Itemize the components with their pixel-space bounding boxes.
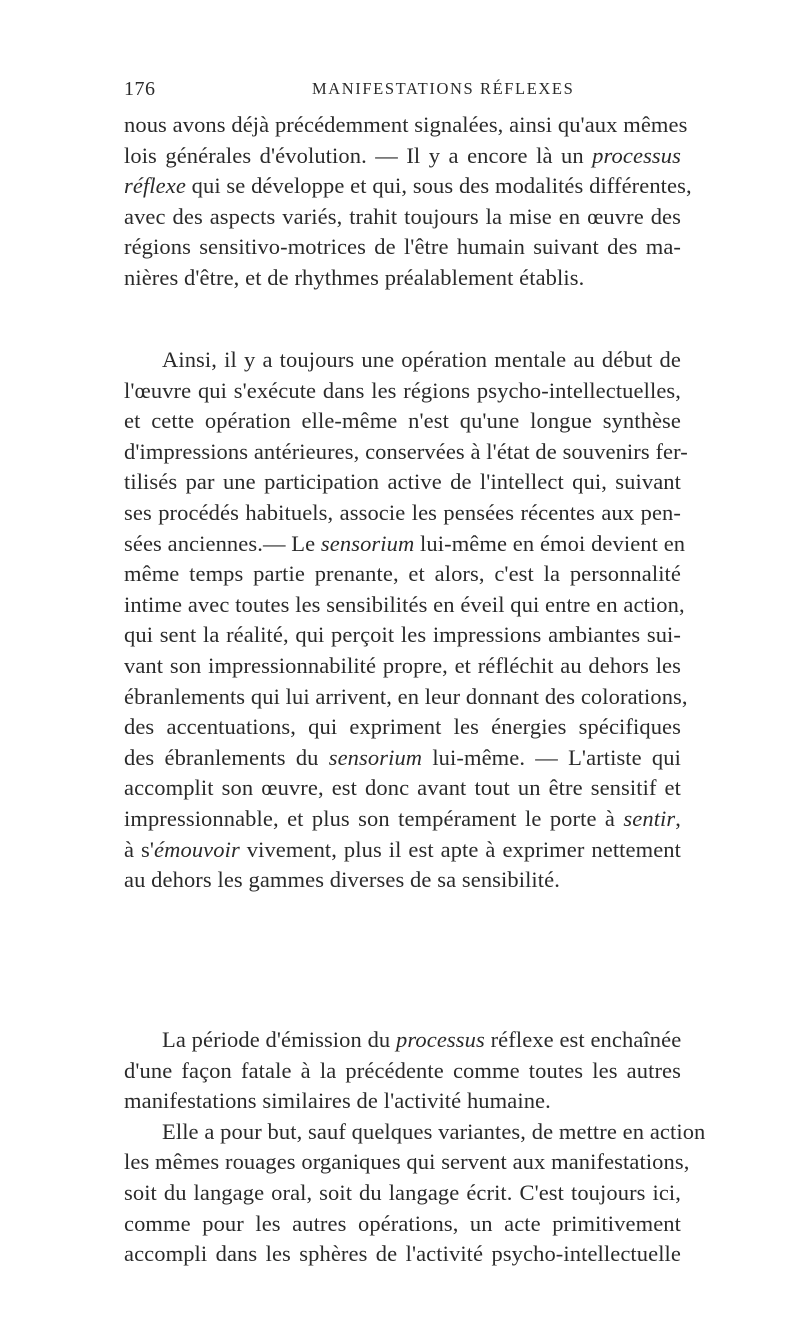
text-line: comme pour les autres opérations, un acte primitivement bbox=[124, 1210, 681, 1236]
text-line: avec des aspects variés, trahit toujours la mise en œuvre des bbox=[124, 203, 681, 229]
text-line: soit du langage oral, soit du langage écrit. C'est toujours ici, bbox=[124, 1179, 681, 1205]
text-line: à s'émouvoir vivement, plus il est apte à exprimer nettement bbox=[124, 836, 681, 862]
text-line: d'impressions antérieures, conservées à l'état de souvenirs fer- bbox=[124, 438, 688, 464]
text-line: impressionnable, et plus son tempérament le porte à sentir, bbox=[124, 805, 681, 831]
text-line: nous avons déjà précédemment signalées, ainsi qu'aux mêmes bbox=[124, 112, 688, 137]
text-line: et cette opération elle-même n'est qu'une longue synthèse bbox=[124, 408, 681, 434]
text-line: vant son impressionnabilité propre, et réfléchit au dehors les bbox=[124, 652, 681, 678]
text-line: accomplit son œuvre, est donc avant tout un être sensitif et bbox=[124, 775, 681, 801]
text-line: Ainsi, il y a toujours une opération mentale au début de bbox=[162, 347, 681, 372]
text-line: Elle a pour but, sauf quelques variantes, de mettre en action bbox=[162, 1118, 706, 1144]
text-line: ébranlements qui lui arrivent, en leur donnant des colorations, bbox=[124, 683, 688, 709]
text-line: ses procédés habituels, associe les pensées récentes aux pen- bbox=[124, 499, 681, 525]
text-line: des accentuations, qui expriment les énergies spécifiques bbox=[124, 714, 681, 740]
text-line: intime avec toutes les sensibilités en éveil qui entre en action, bbox=[124, 591, 685, 617]
text-line: les mêmes rouages organiques qui servent aux manifestations, bbox=[124, 1149, 690, 1175]
text-line: même temps partie prenante, et alors, c'est la personnalité bbox=[124, 561, 681, 587]
page-number: 176 bbox=[124, 78, 156, 100]
text-line: accompli dans les sphères de l'activité psycho-intellectuelle bbox=[124, 1241, 681, 1267]
text-line: nières d'être, et de rhythmes préalablement établis. bbox=[124, 264, 585, 290]
text-line: l'œuvre qui s'exécute dans les régions psycho-intellectuelles, bbox=[124, 377, 681, 403]
text-line: régions sensitivo-motrices de l'être humain suivant des ma- bbox=[124, 234, 681, 260]
text-line: tilisés par une participation active de l'intellect qui, suivant bbox=[124, 469, 681, 495]
text-line: qui sent la réalité, qui perçoit les impressions ambiantes sui- bbox=[124, 622, 681, 648]
text-line: manifestations similaires de l'activité humaine. bbox=[124, 1088, 551, 1114]
text-line: des ébranlements du sensorium lui-même. — L'artiste qui bbox=[124, 744, 681, 770]
text-line: lois générales d'évolution. — Il y a encore là un processus bbox=[124, 142, 681, 168]
running-title: MANIFESTATIONS RÉFLEXES bbox=[312, 79, 575, 98]
paragraph-2 bbox=[124, 345, 688, 896]
text-line: d'une façon fatale à la précédente comme toutes les autres bbox=[124, 1057, 681, 1083]
text-line: réflexe qui se développe et qui, sous des modalités différentes, bbox=[124, 173, 692, 199]
text-line: La période d'émission du processus réflexe est enchaînée bbox=[162, 1027, 682, 1052]
paragraph-1 bbox=[124, 110, 692, 294]
text-line: au dehors les gammes diverses de sa sensibilité. bbox=[124, 867, 560, 893]
paragraph-3 bbox=[124, 1025, 706, 1270]
page-header bbox=[124, 78, 677, 108]
text-line: sées anciennes.— Le sensorium lui-même en émoi devient en bbox=[124, 530, 686, 556]
